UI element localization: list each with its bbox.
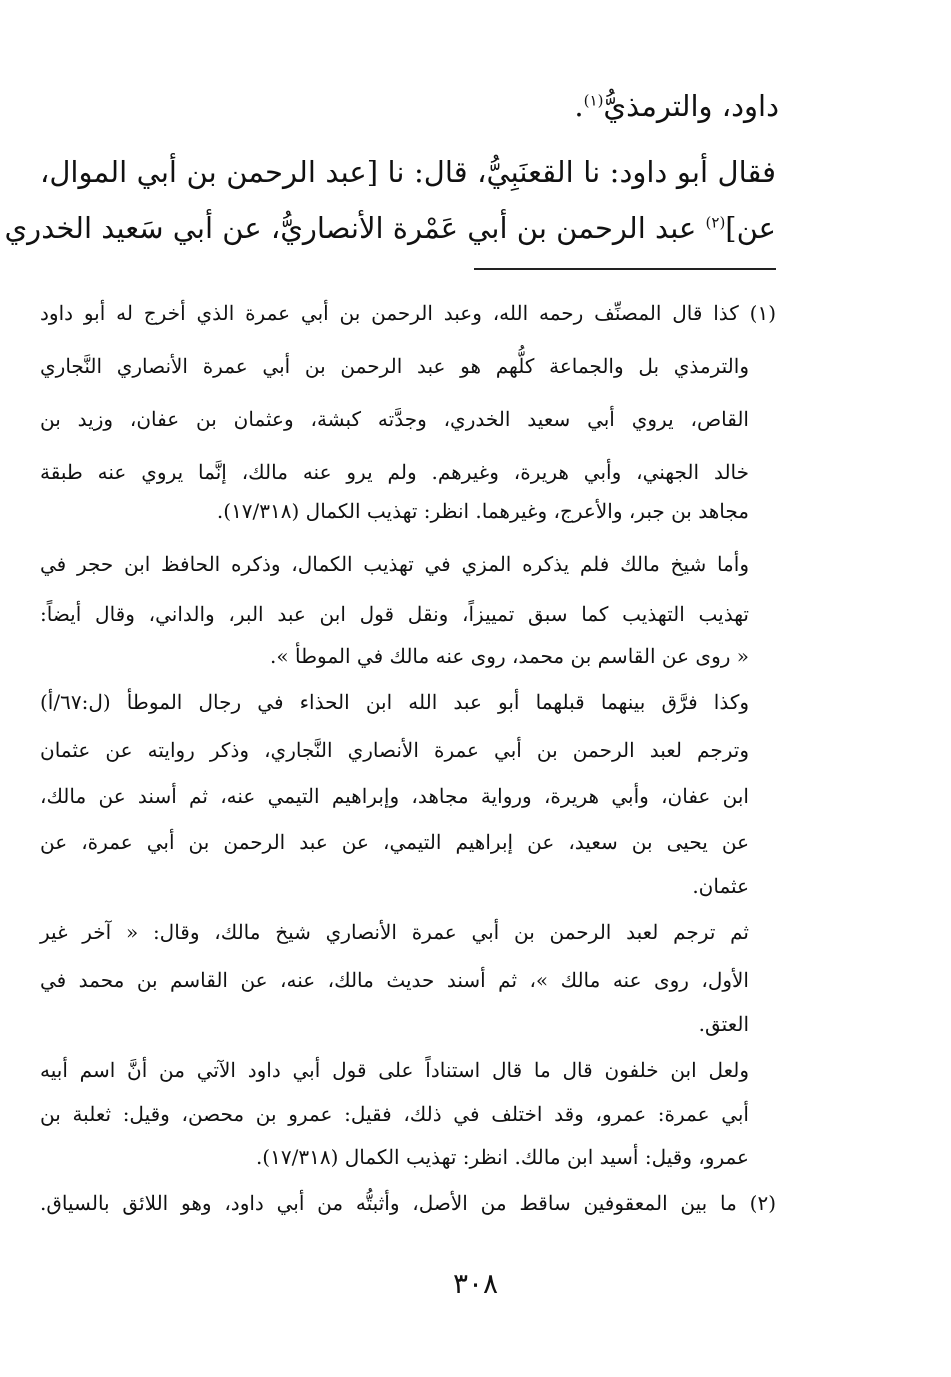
main-text-line-3-start: عن] (725, 211, 776, 245)
footnote-line: العتق. (698, 1012, 749, 1036)
footnote-line: خالد الجهني، وأبي هريرة، وغيرهم. ولم يرو عنه مالك، إنَّما يروي عنه طبقة (40, 460, 749, 484)
footnote-line: « روى عن القاسم بن محمد، روى عنه مالك في الموطأ ». (270, 644, 749, 668)
footnote-divider (474, 268, 776, 270)
footnote-line: عثمان. (692, 874, 749, 898)
main-text-line-1-content: داود، والترمذيُّ (603, 89, 779, 123)
footnote-line: الأول، روى عنه مالك »، ثم أسند حديث مالك، عنه، عن القاسم بن محمد في (40, 968, 749, 992)
footnote-line: عمرو، وقيل: أسيد ابن مالك. انظر: تهذيب الكمال (١٧/٣١٨). (255, 1145, 749, 1169)
footnote-ref-1: (١) (583, 91, 604, 110)
footnote-line: مجاهد بن جبر، والأعرج، وغيرهما. انظر: تهذيب الكمال (١٧/٣١٨). (216, 499, 749, 523)
main-text-line-3-rest: عبد الرحمن بن أبي عَمْرة الأنصاريُّ، عن أبي سَعيد الخدري (4, 211, 706, 245)
footnote-ref-2: (٢) (705, 213, 726, 232)
footnote-line: القاص، يروي أبي سعيد الخدري، وجدَّته كبشة، وعثمان بن عفان، وزيد بن (40, 407, 749, 431)
main-text-line-1-end: . (574, 89, 584, 123)
footnote-line: ابن عفان، وأبي هريرة، ورواية مجاهد، وإبراهيم التيمي عنه، ثم أسند عن مالك، (40, 784, 749, 808)
main-text-line-2: فقال أبو داود: نا القعنَبِيُّ، قال: نا [عبد الرحمن بن أبي الموال، (40, 155, 776, 189)
main-text-line-1 (574, 86, 779, 126)
footnote-line: والترمذي بل والجماعة كلُّهم هو عبد الرحمن بن أبي عمرة الأنصاري النَّجاري (40, 354, 749, 378)
footnote-line: تهذيب التهذيب كما سبق تمييزاً، ونقل قول ابن عبد البر، والداني، وقال أيضاً: (40, 602, 749, 626)
footnote-line: ولعل ابن خلفون قال ما قال استناداً على قول أبي داود الآتي من أنَّ اسم أبيه (40, 1058, 749, 1082)
footnote-line: أبي عمرة: عمرو، وقد اختلف في ذلك، فقيل: عمرو بن محصن، وقيل: ثعلبة بن (40, 1102, 749, 1126)
footnote-line: وأما شيخ مالك فلم يذكره المزي في تهذيب الكمال، وذكره الحافظ ابن حجر في (40, 552, 749, 576)
footnote-line: وترجم لعبد الرحمن بن أبي عمرة الأنصاري النَّجاري، وذكر روايته عن عثمان (40, 738, 749, 762)
main-text-line-3 (4, 208, 776, 248)
footnote-line: وكذا فرَّق بينهما قبلهما أبو عبد الله ابن الحذاء في رجال الموطأ (ل:٦٧/أ) (40, 690, 749, 714)
footnote-line: (٢) ما بين المعقوفين ساقط من الأصل، وأثبتُّه من أبي داود، وهو اللائق بالسياق. (40, 1191, 776, 1215)
page-number: ٣٠٨ (452, 1267, 499, 1300)
footnote-line: (١) كذا قال المصنِّف رحمه الله، وعبد الرحمن بن أبي عمرة الذي أخرج له أبو داود (40, 301, 776, 325)
footnote-line: ثم ترجم لعبد الرحمن بن أبي عمرة الأنصاري شيخ مالك، وقال: « آخر غير (40, 920, 749, 944)
footnote-line: عن يحيى بن سعيد، عن إبراهيم التيمي، عن عبد الرحمن بن أبي عمرة، عن (40, 830, 749, 854)
